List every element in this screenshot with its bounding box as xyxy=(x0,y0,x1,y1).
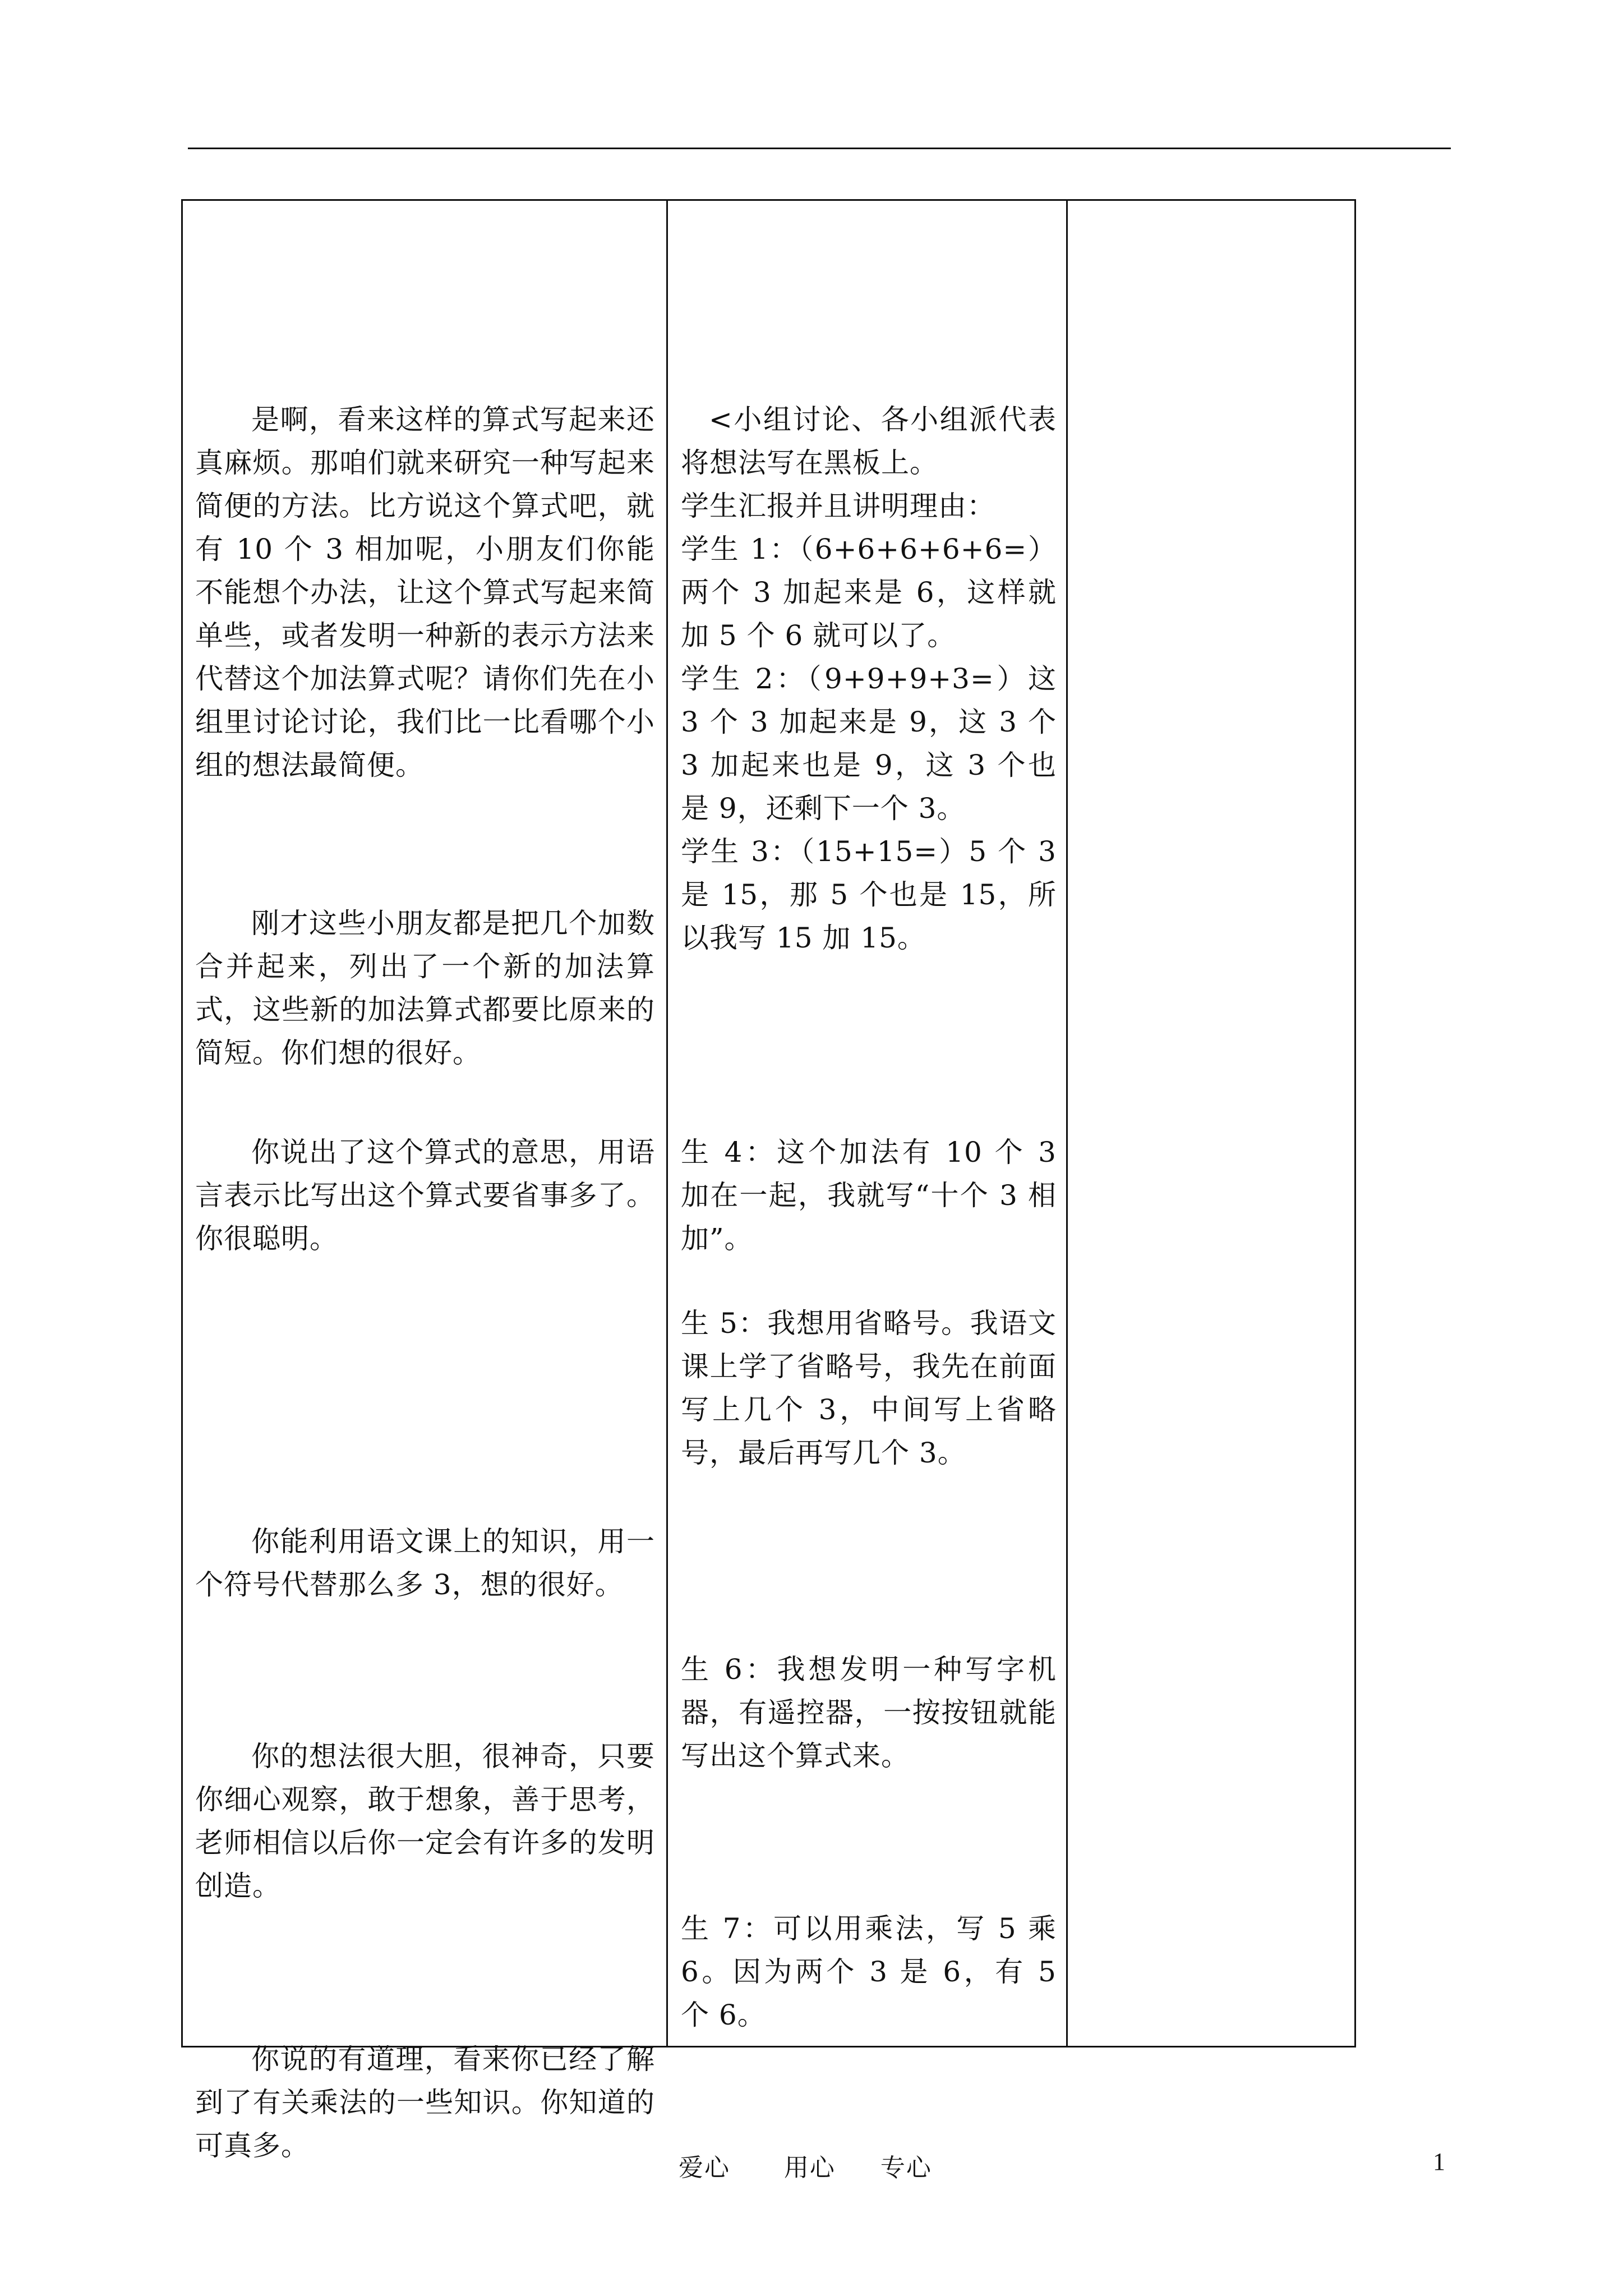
teacher-paragraph: 你的想法很大胆，很神奇，只要你细心观察，敢于想象，善于思考，老师相信以后你一定会有许多的发明创造。 xyxy=(195,1740,655,1902)
student-paragraph: 学生 1：（6+6+6+6+6=）两个 3 加起来是 6，这样就加 5 个 6 就可以了。 xyxy=(681,533,1057,652)
teacher-paragraph: 你说的有道理，看来你已经了解到了有关乘法的一些知识。你知道的可真多。 xyxy=(195,2043,655,2162)
student-paragraph: 学生 2：（9+9+9+3=）这 3 个 3 加起来是 9，这 3 个 3 加起来也是 9，这 3 个也是 9，还剩下一个 3。 xyxy=(681,662,1057,825)
page-number: 1 xyxy=(1433,2148,1445,2175)
student-paragraph: 生 5：我想用省略号。我语文课上学了省略号，我先在前面写上几个 3，中间写上省略号，最后再写几个 3。 xyxy=(681,1307,1057,1469)
notes-column xyxy=(1068,201,1354,2046)
teacher-paragraph: 你能利用语文课上的知识，用一个符号代替那么多 3，想的很好。 xyxy=(195,1525,655,1601)
student-paragraph: 生 4：这个加法有 10 个 3 加在一起，我就写“十个 3 相加”。 xyxy=(681,1136,1057,1255)
teacher-paragraph: 你说出了这个算式的意思，用语言表示比写出这个算式要省事多了。你很聪明。 xyxy=(195,1136,655,1255)
teacher-column xyxy=(183,201,668,2162)
header-rule xyxy=(188,148,1451,149)
student-paragraph: <小组讨论、各小组派代表将想法写在黑板上。 xyxy=(681,403,1057,479)
student-column xyxy=(668,201,1068,2046)
student-paragraph: 生 7：可以用乘法，写 5 乘 6。因为两个 3 是 6，有 5 个 6。 xyxy=(681,1912,1057,2031)
teacher-paragraph: 是啊，看来这样的算式写起来还真麻烦。那咱们就来研究一种写起来简便的方法。比方说这个算式吧，就有 10 个 3 相加呢，小朋友们你能不能想个办法，让这个算式写起来简单些，或者发明一种新的表示方法来代替这个加法算式呢？请你们先在小组里讨论讨论，我们比一比看哪个小组的想法最简便。 xyxy=(195,403,655,781)
student-paragraph: 学生汇报并且讲明理由： xyxy=(681,490,995,522)
student-paragraph: 学生 3：（15+15=）5 个 3 是 15，那 5 个也是 15，所以我写 15 加 15。 xyxy=(681,835,1057,954)
lesson-table xyxy=(181,199,1356,2162)
student-paragraph: 生 6：我想发明一种写字机器，有遥控器，一按按钮就能写出这个算式来。 xyxy=(681,1653,1057,1772)
teacher-paragraph: 刚才这些小朋友都是把几个加数合并起来，列出了一个新的加法算式，这些新的加法算式都要比原来的简短。你们想的很好。 xyxy=(195,907,655,1069)
footer-motto: 爱心 用心 专心 xyxy=(679,2154,932,2182)
